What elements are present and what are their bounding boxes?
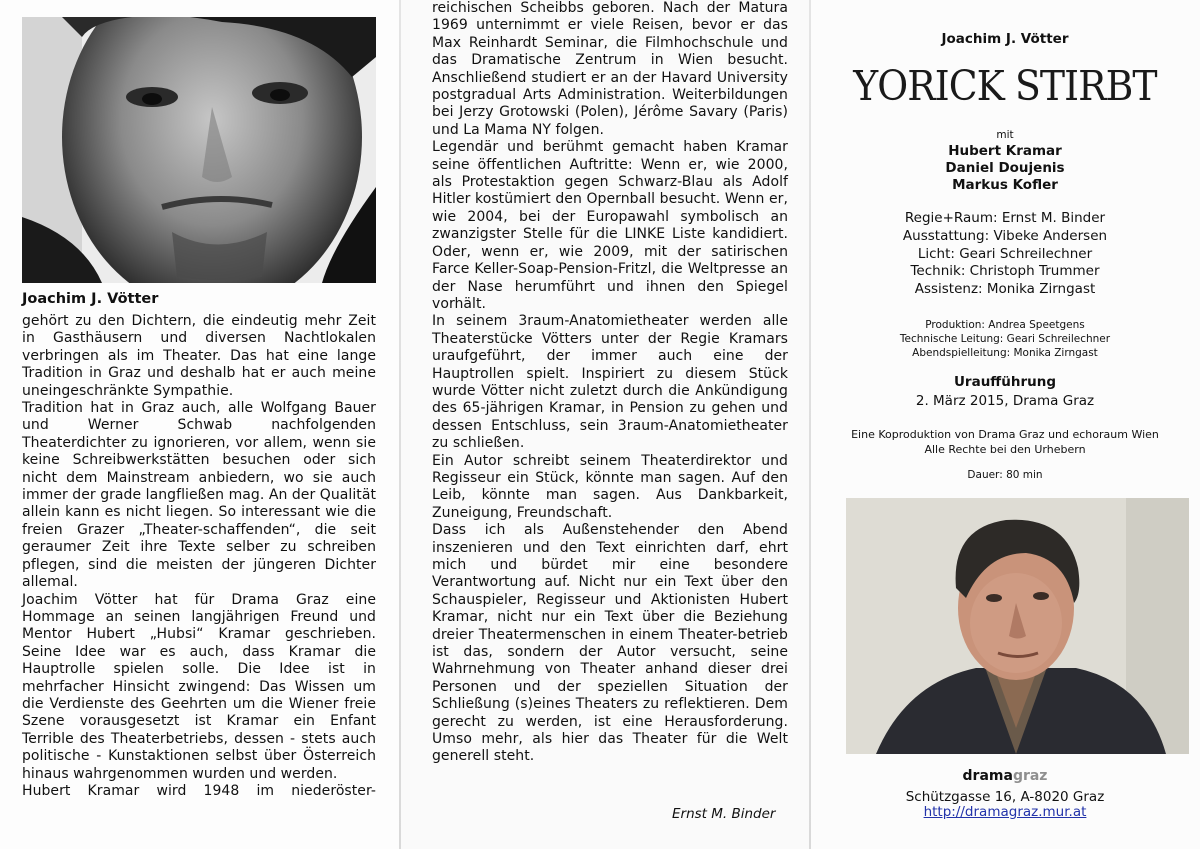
author-heading: Joachim J. Vötter [22,291,159,307]
actor-photo [846,498,1189,754]
crew-line: Licht: Geari Schreilechner [917,245,1093,262]
address: Schützgasse 16, A-8020 Graz [905,789,1105,805]
author-bio [22,313,376,800]
bio-paragraph: Joachim Vötter hat für Drama Graz eine Hommage an seinen langjährigen Freund und Mentor Hubert „Hubsi“ Kramar geschrieben. Seine Idee war es auch, dass Kramar die Hauptrolle spielen solle. Die Idee ist in mehrfacher Hinsicht zwingend: Das Wissen um die Verdienste des Geehrten um die Wiener freie Szene vorausgesetzt ist Kramar ein Enfant Terrible des Theaterbetriebs, dessen - stets auch politische - Kunstaktionen selbst über Österreich hinaus wahrgenommen wurden und werden. [22,591,376,782]
author-portrait-photo [22,17,376,283]
cast-list [830,143,1180,194]
cast-member: Hubert Kramar [948,143,1062,159]
crew-list [830,210,1180,299]
essay-paragraph: Legendär und berühmt gemacht haben Kramar seine öffentlichen Auftritte: Wenn er, wie 2000, als Protestaktion gegen Schwarz-Blau als Adolf Hitler kostümiert den Opernball besucht. Wenn er, wie 2004, bei der Europawahl symbolisch an zwanzigster Stelle für die LINKE Liste kandidiert. Oder, wenn er, wie 2009, mit der satirischen Farce Keller-Soap-Pension-Fritzl, die Weltpresse an der Nase herumführt und ihnen den Spiegel vorhält. [432,139,788,312]
production-list [830,318,1180,360]
duration: Dauer: 80 min [967,469,1043,481]
essay-paragraph: Dass ich als Außenstehender den Abend inszenieren und den Text einrichten darf, ehrt mich und bürdet mir eine besondere Verantwortung auf. Nicht nur ein Text über den Schauspieler, Regisseur und Aktionisten Hubert Kramar, nicht nur ein Text über die Beziehung dreier Theatermenschen in einem Theater-betrieb ist das, sondern der Autor versucht, seine Wahrnehmung von Theater anhand dieser drei Personen und der speziellen Situation der Schließung (s)eines Theaters zu reflektieren. Dem gerecht zu werden, ist eine Herausforderung. Umso mehr, als hier das Theater für die Welt generell steht. [432,522,788,765]
crew-line: Technik: Christoph Trummer [910,263,1100,280]
website-link[interactable]: http://dramagraz.mur.at [923,804,1087,820]
bio-paragraph: Hubert Kramar wird 1948 im niederöster- [22,782,376,799]
play-author: Joachim J. Vötter [941,31,1069,47]
dramagraz-logo [830,768,1180,784]
production-line: Abendspielleitung: Monika Zirngast [912,347,1098,359]
logo-text: drama [962,768,1013,784]
crew-line: Regie+Raum: Ernst M. Binder [904,210,1106,226]
production-line: Technische Leitung: Geari Schreilechner [899,333,1111,345]
bio-paragraph: gehört zu den Dichtern, die eindeutig mehr Zeit in Gasthäusern und diversen Nachtlokalen verbringen als im Theater. Das hat eine lange Tradition in Graz und deshalb hat er auch meine uneingeschränkte Sympathie. [22,313,376,399]
coproduction-line: Eine Koproduktion von Drama Graz und echoraum Wien [851,428,1159,441]
premiere-label: Uraufführung [953,374,1057,390]
coproduction-line: Alle Rechte bei den Urhebern [924,442,1086,456]
crew-line: Assistenz: Monika Zirngast [914,281,1096,298]
play-title: YORICK STIRBT [853,62,1157,110]
essay-paragraph: In seinem 3raum-Anatomietheater werden alle Theaterstücke Vötters unter der Regie Kramars uraufgeführt, der immer auch eine der Hauptrollen spielt. Inspiriert zu diesem Stück wurde Vötter nicht zuletzt durch die Ankündigung des 65-jährigen Kramar, in Pension zu gehen und dessen Entschluss, sein 3raum-Anatomietheater zu schließen. [432,313,788,452]
fold-line [399,0,401,849]
fold-line [809,0,811,849]
logo-text: graz [1012,768,1048,784]
director-essay [432,0,788,766]
cast-intro: mit [996,129,1014,141]
premiere-date: 2. März 2015, Drama Graz [915,393,1095,409]
cast-member: Markus Kofler [952,177,1058,193]
bio-paragraph: Tradition hat in Graz auch, alle Wolfgang Bauer und Werner Schwab nachfolgenden Theaterdichter zu ignorieren, vor allem, wenn sie keine Schreibwerkstätten besuchen oder sich nicht dem Mainstream anbiedern, wo sie auch immer der grade langfließen mag. An der Qualität allein kann es nicht liegen. So interessant wie die freien Grazer „Theater-schaffenden“, die seit geraumer Zeit ihre Texte selber zu schreiben pflegen, sind die meisten der jüngeren Dichter allemal. [22,400,376,591]
essay-paragraph: Ein Autor schreibt seinem Theaterdirektor und Regisseur ein Stück, könnte man sagen. Auf den Leib, könnte man sagen. Aus Dankbarkeit, Zuneigung, Freundschaft. [432,452,788,521]
production-line: Produktion: Andrea Speetgens [925,319,1085,331]
coproduction-note [830,428,1180,457]
cast-member: Daniel Doujenis [945,160,1065,176]
essay-signature: Ernst M. Binder [672,806,776,822]
crew-line: Ausstattung: Vibeke Andersen [902,227,1108,244]
essay-paragraph: reichischen Scheibbs geboren. Nach der Matura 1969 unternimmt er viele Reisen, bevor er das Max Reinhardt Seminar, die Filmhochschule und das Dramatische Zentrum in Wien besucht. Anschließend studiert er an der Havard University postgradual Arts Administration. Weiterbildungen bei Jerzy Grotowski (Polen), Jérôme Savary (Paris) und La Mama NY folgen. [432,0,788,138]
